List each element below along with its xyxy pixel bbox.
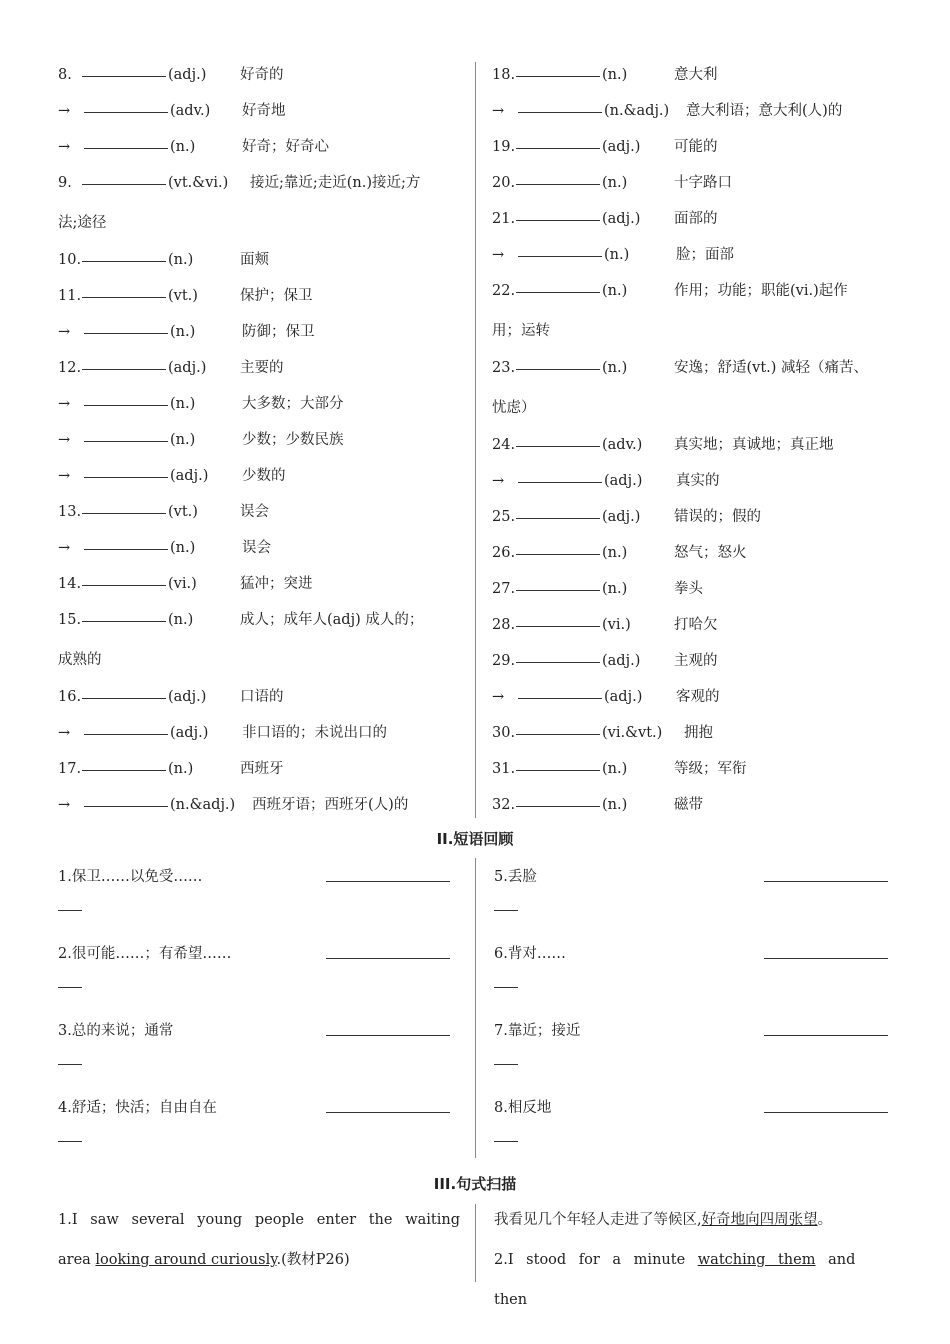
meaning: 口语的 (240, 689, 284, 705)
vocab-item (58, 56, 478, 92)
item-number: 14. (58, 576, 82, 592)
part-of-speech: (adj.) (170, 725, 209, 741)
vocab-item (492, 164, 950, 200)
answer-blank[interactable] (516, 272, 600, 293)
sentence-2 (494, 1240, 894, 1320)
item-number: 22. (492, 283, 516, 299)
part-of-speech: (n.) (602, 283, 628, 299)
sentence-2-pre: 2.I stood for a minute (494, 1252, 698, 1268)
answer-blank[interactable] (84, 457, 168, 478)
meaning: 主观的 (674, 653, 718, 669)
item-number: 8. (58, 67, 72, 83)
sentence-1-line-1: 1.I saw several young people enter the waiting (58, 1212, 460, 1228)
answer-blank-tail (58, 987, 82, 988)
meaning: 打哈欠 (674, 617, 718, 633)
answer-blank[interactable] (764, 1035, 888, 1036)
vocab-item (58, 457, 478, 493)
part-of-speech: (n.) (168, 252, 194, 268)
meaning: 作用；功能；职能(vi.)起作 (674, 283, 848, 299)
derivation-arrow: → (492, 689, 505, 705)
answer-blank[interactable] (82, 678, 166, 699)
meaning: 可能的 (674, 139, 718, 155)
answer-blank[interactable] (82, 241, 166, 262)
meaning-continued: 法;途径 (58, 215, 107, 231)
meaning: 少数；少数民族 (242, 432, 344, 448)
phrase-text: 6.背对…… (494, 946, 566, 962)
phrase-item (494, 1093, 950, 1170)
meaning: 怒气；怒火 (674, 545, 747, 561)
phrase-text: 1.保卫……以免受…… (58, 869, 203, 885)
phrase-text: 8.相反地 (494, 1100, 552, 1116)
meaning: 面颊 (240, 252, 269, 268)
answer-blank[interactable] (84, 92, 168, 113)
part-of-speech: (adj.) (602, 509, 641, 525)
answer-blank[interactable] (516, 200, 600, 221)
meaning: 客观的 (676, 689, 720, 705)
item-number: 31. (492, 761, 516, 777)
vocab-item (58, 349, 478, 385)
part-of-speech: (adj.) (168, 360, 207, 376)
meaning: 等级；军衔 (674, 761, 747, 777)
section-3-title: III.句式扫描 (433, 1175, 517, 1193)
meaning: 拥抱 (684, 725, 713, 741)
phrase-text: 4.舒适；快活；自由自在 (58, 1100, 217, 1116)
part-of-speech: (vt.) (168, 504, 198, 520)
part-of-speech: (n.) (170, 396, 196, 412)
answer-blank[interactable] (518, 236, 602, 257)
vocab-item (492, 200, 950, 236)
answer-blank[interactable] (516, 349, 600, 370)
item-number: 17. (58, 761, 82, 777)
meaning: 好奇的 (240, 67, 284, 83)
answer-blank[interactable] (516, 606, 600, 627)
answer-blank-tail (494, 987, 518, 988)
vocab-item (492, 606, 950, 642)
vocab-left-column (0, 56, 478, 822)
phrase-text: 7.靠近；接近 (494, 1023, 581, 1039)
vocab-item (492, 56, 950, 92)
phrase-right-column (478, 862, 950, 1170)
sentence-1-line-2 (58, 1240, 460, 1280)
phrase-text: 5.丢脸 (494, 869, 537, 885)
answer-blank-tail (58, 1064, 82, 1065)
answer-blank[interactable] (326, 1112, 450, 1113)
vocab-item (58, 92, 478, 128)
part-of-speech: (n.) (604, 247, 630, 263)
meaning: 主要的 (240, 360, 284, 376)
part-of-speech: (adj.) (602, 653, 641, 669)
phrase-item (58, 1093, 478, 1170)
sentence-right-column (478, 1200, 950, 1320)
meaning: 大多数；大部分 (242, 396, 344, 412)
derivation-arrow: → (58, 324, 71, 340)
derivation-arrow: → (58, 139, 71, 155)
phrase-item (494, 862, 950, 939)
answer-blank[interactable] (516, 570, 600, 591)
meaning: 拳头 (674, 581, 703, 597)
part-of-speech: (adj.) (170, 468, 209, 484)
part-of-speech: (n.) (602, 581, 628, 597)
sentence-left-column (0, 1200, 478, 1320)
meaning-continued: 用；运转 (492, 323, 550, 339)
sentence-1-translation (494, 1200, 894, 1240)
answer-blank[interactable] (516, 128, 600, 149)
sentence-2-post: and then (494, 1252, 856, 1308)
item-number: 20. (492, 175, 516, 191)
answer-blank[interactable] (516, 750, 600, 771)
vocab-item (58, 493, 478, 529)
phrase-text: 3.总的来说；通常 (58, 1023, 174, 1039)
item-number: 11. (58, 288, 82, 304)
meaning: 错误的；假的 (674, 509, 761, 525)
meaning: 成人；成年人(adj) 成人的； (240, 612, 424, 628)
item-number: 23. (492, 360, 516, 376)
answer-blank[interactable] (516, 642, 600, 663)
vocab-item (58, 128, 478, 164)
answer-blank[interactable] (82, 56, 166, 77)
vocab-item (58, 421, 478, 457)
item-number: 26. (492, 545, 516, 561)
part-of-speech: (n.) (170, 324, 196, 340)
sentence-1-underline: looking around curiously (95, 1252, 277, 1268)
translation-underline: 好奇地向四周张望 (701, 1212, 818, 1228)
answer-blank[interactable] (82, 750, 166, 771)
vocab-section (0, 56, 950, 822)
answer-blank[interactable] (84, 385, 168, 406)
translation-post: 。 (817, 1212, 833, 1228)
vocab-item (492, 786, 950, 822)
meaning: 好奇；好奇心 (242, 139, 329, 155)
derivation-arrow: → (58, 540, 71, 556)
item-number: 9. (58, 175, 72, 191)
item-number: 16. (58, 689, 82, 705)
part-of-speech: (adj.) (602, 211, 641, 227)
vocab-item (58, 241, 478, 277)
vocab-item (58, 529, 478, 565)
meaning: 真实地；真诚地；真正地 (674, 437, 834, 453)
item-number: 13. (58, 504, 82, 520)
part-of-speech: (n.) (602, 761, 628, 777)
meaning: 面部的 (674, 211, 718, 227)
vocab-item (492, 462, 950, 498)
answer-blank-tail (58, 1141, 82, 1142)
meaning: 西班牙 (240, 761, 284, 777)
vocab-item (492, 642, 950, 678)
answer-blank[interactable] (84, 128, 168, 149)
answer-blank-tail (494, 1141, 518, 1142)
item-number: 10. (58, 252, 82, 268)
answer-blank[interactable] (82, 277, 166, 298)
part-of-speech: (vt.&vi.) (168, 175, 229, 191)
answer-blank[interactable] (516, 426, 600, 447)
part-of-speech: (n.) (168, 761, 194, 777)
meaning: 少数的 (242, 468, 286, 484)
sentence-section (0, 1200, 950, 1320)
part-of-speech: (n.) (602, 67, 628, 83)
answer-blank[interactable] (516, 164, 600, 185)
section-2-title: II.短语回顾 (436, 830, 514, 848)
answer-blank[interactable] (516, 534, 600, 555)
derivation-arrow: → (58, 468, 71, 484)
answer-blank[interactable] (82, 493, 166, 514)
part-of-speech: (n.) (602, 797, 628, 813)
vocab-item (58, 601, 478, 637)
phrase-section (0, 862, 950, 1170)
answer-blank[interactable] (516, 714, 600, 735)
answer-blank[interactable] (326, 958, 450, 959)
meaning: 西班牙语；西班牙(人)的 (252, 797, 409, 813)
vocab-item (492, 498, 950, 534)
meaning: 猛冲；突进 (240, 576, 313, 592)
vocab-item (58, 164, 478, 200)
derivation-arrow: → (492, 473, 505, 489)
vocab-item (58, 786, 478, 822)
meaning: 意大利语；意大利(人)的 (686, 103, 843, 119)
vocab-item (492, 750, 950, 786)
phrase-item (58, 1016, 478, 1093)
answer-blank[interactable] (764, 958, 888, 959)
part-of-speech: (vi.) (602, 617, 631, 633)
meaning-continued: 忧虑） (492, 400, 536, 416)
vocab-item (492, 714, 950, 750)
answer-blank-tail (494, 910, 518, 911)
vocab-item (492, 349, 950, 385)
item-number: 25. (492, 509, 516, 525)
vocab-item (492, 272, 950, 308)
vocab-item (58, 714, 478, 750)
sentence-2-underline: watching them (697, 1252, 816, 1268)
part-of-speech: (vt.) (168, 288, 198, 304)
answer-blank[interactable] (84, 529, 168, 550)
meaning: 误会 (240, 504, 269, 520)
answer-blank[interactable] (82, 164, 166, 185)
derivation-arrow: → (58, 797, 71, 813)
part-of-speech: (adv.) (170, 103, 211, 119)
answer-blank[interactable] (764, 881, 888, 882)
item-number: 29. (492, 653, 516, 669)
item-number: 30. (492, 725, 516, 741)
vocab-item (58, 565, 478, 601)
meaning: 非口语的；未说出口的 (242, 725, 387, 741)
derivation-arrow: → (58, 725, 71, 741)
phrase-item (494, 1016, 950, 1093)
meaning: 误会 (242, 540, 271, 556)
part-of-speech: (vi.&vt.) (602, 725, 663, 741)
sentence-1-source: .(教材P26) (276, 1252, 350, 1268)
item-number: 15. (58, 612, 82, 628)
part-of-speech: (adj.) (168, 689, 207, 705)
part-of-speech: (n.) (602, 175, 628, 191)
answer-blank[interactable] (84, 786, 168, 807)
part-of-speech: (vi.) (168, 576, 197, 592)
phrase-text: 2.很可能……；有希望…… (58, 946, 232, 962)
derivation-arrow: → (58, 103, 71, 119)
answer-blank[interactable] (82, 601, 166, 622)
phrase-item (58, 862, 478, 939)
phrase-item (494, 939, 950, 1016)
answer-blank[interactable] (764, 1112, 888, 1113)
meaning: 接近;靠近;走近(n.)接近;方 (250, 175, 421, 191)
derivation-arrow: → (492, 247, 505, 263)
meaning: 好奇地 (242, 103, 286, 119)
item-number: 19. (492, 139, 516, 155)
vocab-item (58, 313, 478, 349)
item-number: 24. (492, 437, 516, 453)
vocab-item (58, 385, 478, 421)
vocab-item (492, 236, 950, 272)
meaning-continued: 成熟的 (58, 652, 102, 668)
meaning: 安逸；舒适(vt.) 减轻（痛苦、 (674, 360, 869, 376)
vocab-item (58, 277, 478, 313)
item-number: 27. (492, 581, 516, 597)
part-of-speech: (adj.) (604, 473, 643, 489)
part-of-speech: (n.) (168, 612, 194, 628)
answer-blank[interactable] (84, 421, 168, 442)
part-of-speech: (n.) (602, 360, 628, 376)
vocab-item (492, 678, 950, 714)
answer-blank[interactable] (518, 678, 602, 699)
item-number: 32. (492, 797, 516, 813)
part-of-speech: (adj.) (604, 689, 643, 705)
answer-blank[interactable] (518, 92, 602, 113)
part-of-speech: (adj.) (168, 67, 207, 83)
vocab-item (492, 128, 950, 164)
answer-blank[interactable] (84, 714, 168, 735)
answer-blank[interactable] (84, 313, 168, 334)
item-number: 18. (492, 67, 516, 83)
derivation-arrow: → (492, 103, 505, 119)
part-of-speech: (n.&adj.) (170, 797, 236, 813)
part-of-speech: (adv.) (602, 437, 643, 453)
vocab-item (58, 750, 478, 786)
part-of-speech: (n.&adj.) (604, 103, 670, 119)
meaning: 脸；面部 (676, 247, 734, 263)
meaning: 意大利 (674, 67, 718, 83)
answer-blank-tail (494, 1064, 518, 1065)
answer-blank[interactable] (516, 786, 600, 807)
meaning: 十字路口 (674, 175, 732, 191)
answer-blank[interactable] (516, 56, 600, 77)
vocab-item (492, 534, 950, 570)
item-number: 12. (58, 360, 82, 376)
vocab-item (492, 570, 950, 606)
derivation-arrow: → (58, 396, 71, 412)
phrase-left-column (0, 862, 478, 1170)
answer-blank[interactable] (82, 565, 166, 586)
vocab-item (492, 426, 950, 462)
meaning: 真实的 (676, 473, 720, 489)
part-of-speech: (adj.) (602, 139, 641, 155)
part-of-speech: (n.) (170, 540, 196, 556)
answer-blank[interactable] (518, 462, 602, 483)
derivation-arrow: → (58, 432, 71, 448)
phrase-item (58, 939, 478, 1016)
answer-blank[interactable] (516, 498, 600, 519)
sentence-1-area: area (58, 1252, 96, 1268)
translation-pre: 我看见几个年轻人走进了等候区, (494, 1212, 702, 1228)
vocab-item (58, 678, 478, 714)
meaning: 磁带 (674, 797, 703, 813)
answer-blank-tail (58, 910, 82, 911)
item-number: 28. (492, 617, 516, 633)
vocab-item (492, 92, 950, 128)
meaning: 保护；保卫 (240, 288, 313, 304)
part-of-speech: (n.) (602, 545, 628, 561)
part-of-speech: (n.) (170, 139, 196, 155)
vocab-right-column (478, 56, 950, 822)
answer-blank[interactable] (326, 1035, 450, 1036)
answer-blank[interactable] (82, 349, 166, 370)
part-of-speech: (n.) (170, 432, 196, 448)
answer-blank[interactable] (326, 881, 450, 882)
meaning: 防御；保卫 (242, 324, 315, 340)
item-number: 21. (492, 211, 516, 227)
